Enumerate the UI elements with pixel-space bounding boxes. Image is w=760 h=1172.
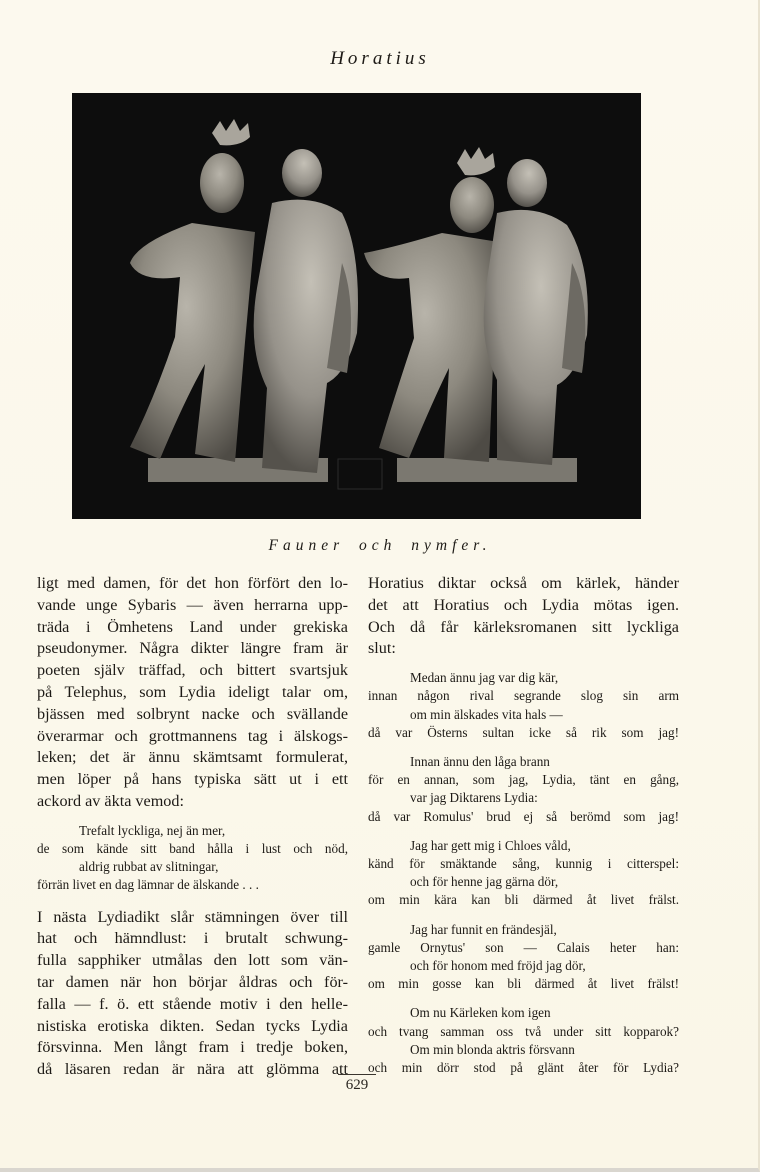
verse-line: de som kände sitt band hålla i lust och nöd, bbox=[37, 840, 348, 856]
text-line: men löper på hans typiska sätt ut i ett bbox=[37, 770, 348, 789]
poem-stanza bbox=[368, 837, 679, 910]
verse-line: Innan ännu den låga brann bbox=[410, 754, 550, 769]
verse-line: aldrig rubbat av slitningar, bbox=[79, 859, 219, 875]
verse-line: och för honom med fröjd jag dör, bbox=[410, 958, 586, 974]
poem-stanza bbox=[368, 669, 679, 742]
text-line: Och då får kärleksromanen sitt lyckliga bbox=[368, 617, 679, 636]
paragraph bbox=[368, 573, 679, 660]
text-line: ligt med damen, för det hon förfört den lo- bbox=[37, 574, 348, 592]
verse-line: Jag har funnit en frändesjäl, bbox=[410, 921, 557, 937]
verse-line: om min kära kan bli därmed åt livet frälst. bbox=[368, 892, 679, 908]
text-line: träda i Ömhetens Land under grekiska bbox=[37, 617, 348, 636]
verse-line: förrän livet en dag lämnar de älskande . . . bbox=[37, 877, 259, 893]
verse-line: då var Romulus' brud ej så berömd som jag! bbox=[368, 808, 679, 824]
faun-nymph-statues-image bbox=[72, 93, 641, 519]
verse-line: för en annan, som jag, Lydia, tänt en gång, bbox=[368, 772, 679, 788]
sculpture-photograph bbox=[72, 93, 641, 519]
text-line: överarmar och grottmannens tag i älskogs- bbox=[37, 726, 348, 745]
verse-line: Jag har gett mig i Chloes våld, bbox=[410, 837, 571, 853]
text-line: försvinna. Men långt fram i tredje boken, bbox=[37, 1038, 348, 1057]
verse-line: och tvang samman oss två under sitt kopparok? bbox=[368, 1023, 679, 1039]
text-line: ackord av äkta vemod: bbox=[37, 791, 184, 810]
text-line: bjässen med solbrynt nacke och svällande bbox=[37, 704, 348, 723]
left-column bbox=[37, 573, 348, 1081]
verse-line: och för henne jag gärna dör, bbox=[410, 874, 559, 890]
text-line: fulla sapphiker utmålas den lott som vän- bbox=[37, 951, 348, 970]
text-line: falla — f. ö. ett stående motiv i den helle- bbox=[37, 994, 348, 1013]
text-line: slut: bbox=[368, 639, 396, 658]
verse-line: Om nu Kärleken kom igen bbox=[410, 1005, 551, 1021]
verse-quotation bbox=[37, 822, 348, 895]
text-line: leken; det är ännu skämtsamt formulerat, bbox=[37, 748, 348, 767]
verse-line: då var Österns sultan icke så rik som jag! bbox=[368, 724, 679, 740]
poem-stanza bbox=[368, 1004, 679, 1077]
verse-line: var jag Diktarens Lydia: bbox=[410, 790, 538, 806]
text-line: nistiska erotiska dikten. Sedan tycks Lydia bbox=[37, 1016, 348, 1035]
verse-line: Trefalt lyckliga, nej än mer, bbox=[79, 822, 226, 838]
verse-line: Om min blonda aktris försvann bbox=[410, 1041, 575, 1057]
verse-line: om min älskades vita hals — bbox=[410, 706, 563, 722]
running-head: Horatius bbox=[330, 48, 430, 69]
text-line: I nästa Lydiadikt slår stämningen över till bbox=[37, 907, 348, 926]
page-number: 629 bbox=[338, 1074, 376, 1094]
text-line: Horatius diktar också om kärlek, händer bbox=[368, 574, 679, 592]
text-line: pseudonymer. Några dikter längre fram är bbox=[37, 639, 348, 658]
text-line: tar damen när hon börjar åldras och för- bbox=[37, 972, 348, 991]
figure-caption: Fauner och nymfer. bbox=[268, 537, 492, 554]
verse-line: gamle Ornytus' son — Calais heter han: bbox=[368, 939, 679, 955]
text-line: vande unge Sybaris — även herrarna upp- bbox=[37, 595, 348, 614]
poem-stanza bbox=[368, 921, 679, 994]
text-line: hat och hämndlust: i brutalt schwung- bbox=[37, 929, 348, 948]
text-line: poeten själv träffad, och bittert svartsjuk bbox=[37, 661, 348, 680]
paragraph bbox=[37, 573, 348, 813]
text-line: på Telephus, som Lydia ideligt talar om, bbox=[37, 682, 348, 701]
paragraph bbox=[37, 907, 348, 1081]
verse-line: och min dörr stod på glänt åter för Lydia? bbox=[368, 1060, 679, 1076]
verse-line: om min gosse kan bli därmed åt livet frälst! bbox=[368, 976, 679, 992]
right-column bbox=[368, 573, 679, 1077]
verse-line: Medan ännu jag var dig kär, bbox=[410, 670, 559, 686]
text-line: det att Horatius och Lydia mötas igen. bbox=[368, 595, 679, 614]
verse-line: känd för smäktande sång, kunnig i citterspel: bbox=[368, 856, 679, 872]
poem-stanza bbox=[368, 753, 679, 826]
verse-line: innan någon rival segrande slog sin arm bbox=[368, 688, 679, 704]
text-line: då läsaren redan är nära att glömma att bbox=[37, 1060, 348, 1079]
